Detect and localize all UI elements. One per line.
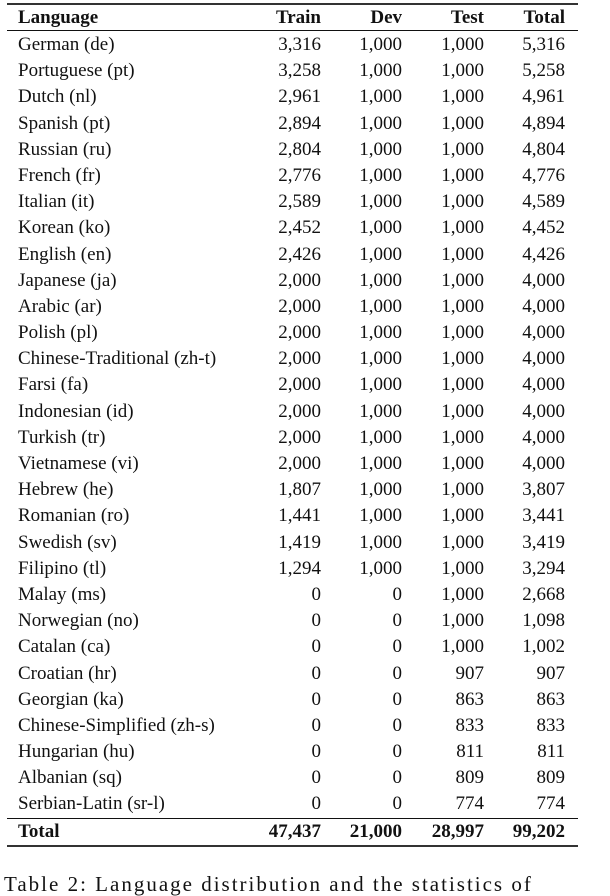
cell-test: 1,000 xyxy=(441,374,484,396)
cell-dev: 0 xyxy=(392,741,402,763)
table-row xyxy=(7,163,578,189)
cell-language: Serbian-Latin (sr-l) xyxy=(18,793,165,815)
cell-train: 1,419 xyxy=(278,531,321,553)
cell-language: Vietnamese (vi) xyxy=(18,453,139,474)
cell-language: Arabic (ar) xyxy=(18,295,102,317)
cell-dev: 1,000 xyxy=(359,295,402,317)
table-row xyxy=(7,661,578,687)
cell-total: 4,452 xyxy=(522,217,565,239)
cell-language: Chinese-Traditional (zh-t) xyxy=(18,348,217,370)
table-body xyxy=(7,31,578,818)
cell-total: 907 xyxy=(536,662,565,684)
cell-train: 2,894 xyxy=(278,112,321,134)
cell-dev: 1,000 xyxy=(359,400,402,422)
table-row xyxy=(7,346,578,372)
cell-total: 3,441 xyxy=(522,505,565,527)
cell-test: 1,000 xyxy=(441,348,484,370)
cell-total: 809 xyxy=(536,767,565,789)
header-language: Language xyxy=(18,7,99,28)
table-row xyxy=(7,137,578,163)
table-row xyxy=(7,687,578,713)
total-total: 99,202 xyxy=(512,820,565,842)
cell-train: 2,000 xyxy=(278,453,321,474)
cell-language: Indonesian (id) xyxy=(18,400,134,422)
cell-train: 3,258 xyxy=(278,60,321,82)
cell-dev: 1,000 xyxy=(359,60,402,82)
cell-test: 863 xyxy=(455,688,484,710)
cell-language: Polish (pl) xyxy=(18,322,98,344)
cell-test: 1,000 xyxy=(441,583,484,605)
cell-dev: 1,000 xyxy=(359,217,402,239)
cell-total: 833 xyxy=(536,714,565,736)
cell-total: 4,804 xyxy=(522,138,565,160)
cell-language: Filipino (tl) xyxy=(18,557,107,579)
cell-total: 4,894 xyxy=(522,112,565,134)
cell-train: 2,804 xyxy=(278,138,321,160)
cell-dev: 1,000 xyxy=(359,453,402,474)
cell-language: Dutch (nl) xyxy=(18,86,97,108)
cell-language: Farsi (fa) xyxy=(18,374,89,396)
cell-dev: 1,000 xyxy=(359,426,402,448)
cell-test: 1,000 xyxy=(441,217,484,239)
cell-train: 2,961 xyxy=(278,86,321,108)
cell-test: 1,000 xyxy=(441,400,484,422)
cell-test: 1,000 xyxy=(441,60,484,82)
cell-test: 1,000 xyxy=(441,86,484,108)
table-row xyxy=(7,268,578,294)
table-row xyxy=(7,215,578,241)
cell-train: 0 xyxy=(311,583,321,605)
cell-total: 4,000 xyxy=(522,322,565,344)
cell-total: 4,000 xyxy=(522,295,565,317)
cell-dev: 0 xyxy=(392,688,402,710)
cell-test: 1,000 xyxy=(441,243,484,265)
cell-test: 1,000 xyxy=(441,322,484,344)
cell-total: 4,000 xyxy=(522,426,565,448)
table-bottom-rule xyxy=(7,845,578,847)
table-row xyxy=(7,242,578,268)
header-dev: Dev xyxy=(370,7,402,28)
cell-language: German (de) xyxy=(18,34,115,55)
cell-total: 3,419 xyxy=(522,531,565,553)
table-row xyxy=(7,189,578,215)
cell-dev: 0 xyxy=(392,583,402,605)
cell-train: 2,000 xyxy=(278,374,321,396)
cell-dev: 1,000 xyxy=(359,557,402,579)
cell-dev: 1,000 xyxy=(359,34,402,55)
cell-dev: 1,000 xyxy=(359,348,402,370)
cell-train: 2,000 xyxy=(278,295,321,317)
cell-total: 4,000 xyxy=(522,400,565,422)
cell-train: 0 xyxy=(311,741,321,763)
table-row xyxy=(7,399,578,425)
cell-train: 1,441 xyxy=(278,505,321,527)
cell-dev: 1,000 xyxy=(359,138,402,160)
cell-language: English (en) xyxy=(18,243,112,265)
cell-total: 4,776 xyxy=(522,164,565,186)
table-row xyxy=(7,294,578,320)
cell-train: 2,776 xyxy=(278,164,321,186)
cell-train: 0 xyxy=(311,662,321,684)
table-row xyxy=(7,425,578,451)
table-row xyxy=(7,372,578,398)
cell-total: 5,316 xyxy=(522,34,565,55)
cell-dev: 0 xyxy=(392,793,402,815)
cell-test: 1,000 xyxy=(441,505,484,527)
cell-language: Romanian (ro) xyxy=(18,505,130,527)
cell-train: 2,452 xyxy=(278,217,321,239)
cell-train: 2,589 xyxy=(278,191,321,213)
cell-total: 863 xyxy=(536,688,565,710)
cell-dev: 1,000 xyxy=(359,243,402,265)
cell-total: 3,807 xyxy=(522,479,565,501)
total-label: Total xyxy=(18,820,60,842)
table-row xyxy=(7,58,578,84)
table-caption: Table 2: Language distribution and the statistics of xyxy=(4,872,533,896)
cell-total: 2,668 xyxy=(522,583,565,605)
table-row xyxy=(7,451,578,477)
cell-language: French (fr) xyxy=(18,164,101,186)
cell-language: Russian (ru) xyxy=(18,138,112,160)
table-row xyxy=(7,530,578,556)
cell-train: 0 xyxy=(311,610,321,632)
cell-train: 2,000 xyxy=(278,348,321,370)
cell-total: 4,000 xyxy=(522,453,565,474)
table-row xyxy=(7,713,578,739)
cell-language: Croatian (hr) xyxy=(18,662,117,684)
total-train: 47,437 xyxy=(268,820,321,842)
cell-language: Catalan (ca) xyxy=(18,636,111,658)
table-row xyxy=(7,32,578,58)
cell-language: Albanian (sq) xyxy=(18,767,122,789)
cell-test: 1,000 xyxy=(441,191,484,213)
cell-dev: 1,000 xyxy=(359,531,402,553)
cell-test: 1,000 xyxy=(441,479,484,501)
cell-dev: 1,000 xyxy=(359,86,402,108)
cell-train: 0 xyxy=(311,793,321,815)
cell-total: 811 xyxy=(537,741,565,763)
table-total-row xyxy=(7,819,578,845)
cell-dev: 1,000 xyxy=(359,479,402,501)
table-row xyxy=(7,477,578,503)
cell-dev: 1,000 xyxy=(359,505,402,527)
cell-test: 907 xyxy=(455,662,484,684)
cell-language: Korean (ko) xyxy=(18,217,111,239)
cell-train: 0 xyxy=(311,714,321,736)
cell-total: 4,000 xyxy=(522,374,565,396)
cell-test: 1,000 xyxy=(441,426,484,448)
cell-test: 809 xyxy=(455,767,484,789)
cell-train: 0 xyxy=(311,636,321,658)
cell-language: Turkish (tr) xyxy=(18,426,106,448)
cell-language: Georgian (ka) xyxy=(18,688,124,710)
table-row xyxy=(7,739,578,765)
cell-total: 4,000 xyxy=(522,348,565,370)
cell-dev: 1,000 xyxy=(359,191,402,213)
cell-language: Hungarian (hu) xyxy=(18,741,135,763)
table-row xyxy=(7,320,578,346)
cell-dev: 0 xyxy=(392,714,402,736)
cell-test: 774 xyxy=(455,793,484,815)
cell-total: 774 xyxy=(536,793,565,815)
cell-test: 1,000 xyxy=(441,531,484,553)
cell-train: 2,000 xyxy=(278,269,321,291)
cell-test: 1,000 xyxy=(441,138,484,160)
cell-dev: 0 xyxy=(392,662,402,684)
cell-test: 1,000 xyxy=(441,34,484,55)
cell-test: 1,000 xyxy=(441,557,484,579)
cell-train: 2,426 xyxy=(278,243,321,265)
header-test: Test xyxy=(450,7,484,28)
header-train: Train xyxy=(275,7,321,28)
cell-dev: 0 xyxy=(392,610,402,632)
cell-train: 0 xyxy=(311,767,321,789)
cell-test: 833 xyxy=(455,714,484,736)
cell-test: 1,000 xyxy=(441,164,484,186)
cell-dev: 1,000 xyxy=(359,374,402,396)
cell-test: 1,000 xyxy=(441,295,484,317)
cell-language: Portuguese (pt) xyxy=(18,60,135,82)
cell-dev: 0 xyxy=(392,636,402,658)
language-distribution-table xyxy=(7,3,578,847)
cell-dev: 1,000 xyxy=(359,322,402,344)
cell-language: Chinese-Simplified (zh-s) xyxy=(18,714,215,736)
cell-total: 5,258 xyxy=(522,60,565,82)
table-row xyxy=(7,765,578,791)
cell-dev: 0 xyxy=(392,767,402,789)
cell-train: 3,316 xyxy=(278,34,321,55)
cell-dev: 1,000 xyxy=(359,112,402,134)
table-row xyxy=(7,84,578,110)
table-row xyxy=(7,582,578,608)
cell-language: Hebrew (he) xyxy=(18,479,114,501)
cell-total: 4,589 xyxy=(522,191,565,213)
cell-total: 1,002 xyxy=(522,636,565,658)
cell-language: Italian (it) xyxy=(18,191,95,213)
total-dev: 21,000 xyxy=(349,820,402,842)
cell-train: 0 xyxy=(311,688,321,710)
total-test: 28,997 xyxy=(431,820,484,842)
cell-language: Swedish (sv) xyxy=(18,531,117,553)
header-total: Total xyxy=(523,7,565,28)
table-row xyxy=(7,111,578,137)
cell-language: Norwegian (no) xyxy=(18,610,139,632)
cell-language: Spanish (pt) xyxy=(18,112,111,134)
cell-train: 2,000 xyxy=(278,426,321,448)
table-header-row xyxy=(7,5,578,30)
cell-train: 2,000 xyxy=(278,400,321,422)
cell-total: 1,098 xyxy=(522,610,565,632)
cell-language: Japanese (ja) xyxy=(18,269,117,291)
cell-dev: 1,000 xyxy=(359,164,402,186)
cell-total: 4,426 xyxy=(522,243,565,265)
cell-test: 1,000 xyxy=(441,269,484,291)
cell-train: 1,807 xyxy=(278,479,321,501)
cell-total: 4,961 xyxy=(522,86,565,108)
cell-test: 1,000 xyxy=(441,636,484,658)
cell-test: 1,000 xyxy=(441,112,484,134)
table-row xyxy=(7,556,578,582)
cell-dev: 1,000 xyxy=(359,269,402,291)
cell-train: 2,000 xyxy=(278,322,321,344)
cell-total: 4,000 xyxy=(522,269,565,291)
cell-test: 1,000 xyxy=(441,453,484,474)
cell-test: 811 xyxy=(456,741,484,763)
table-row xyxy=(7,608,578,634)
cell-train: 1,294 xyxy=(278,557,321,579)
table-row xyxy=(7,791,578,817)
table-row xyxy=(7,503,578,529)
cell-total: 3,294 xyxy=(522,557,565,579)
cell-test: 1,000 xyxy=(441,610,484,632)
table-row xyxy=(7,634,578,660)
cell-language: Malay (ms) xyxy=(18,583,107,605)
